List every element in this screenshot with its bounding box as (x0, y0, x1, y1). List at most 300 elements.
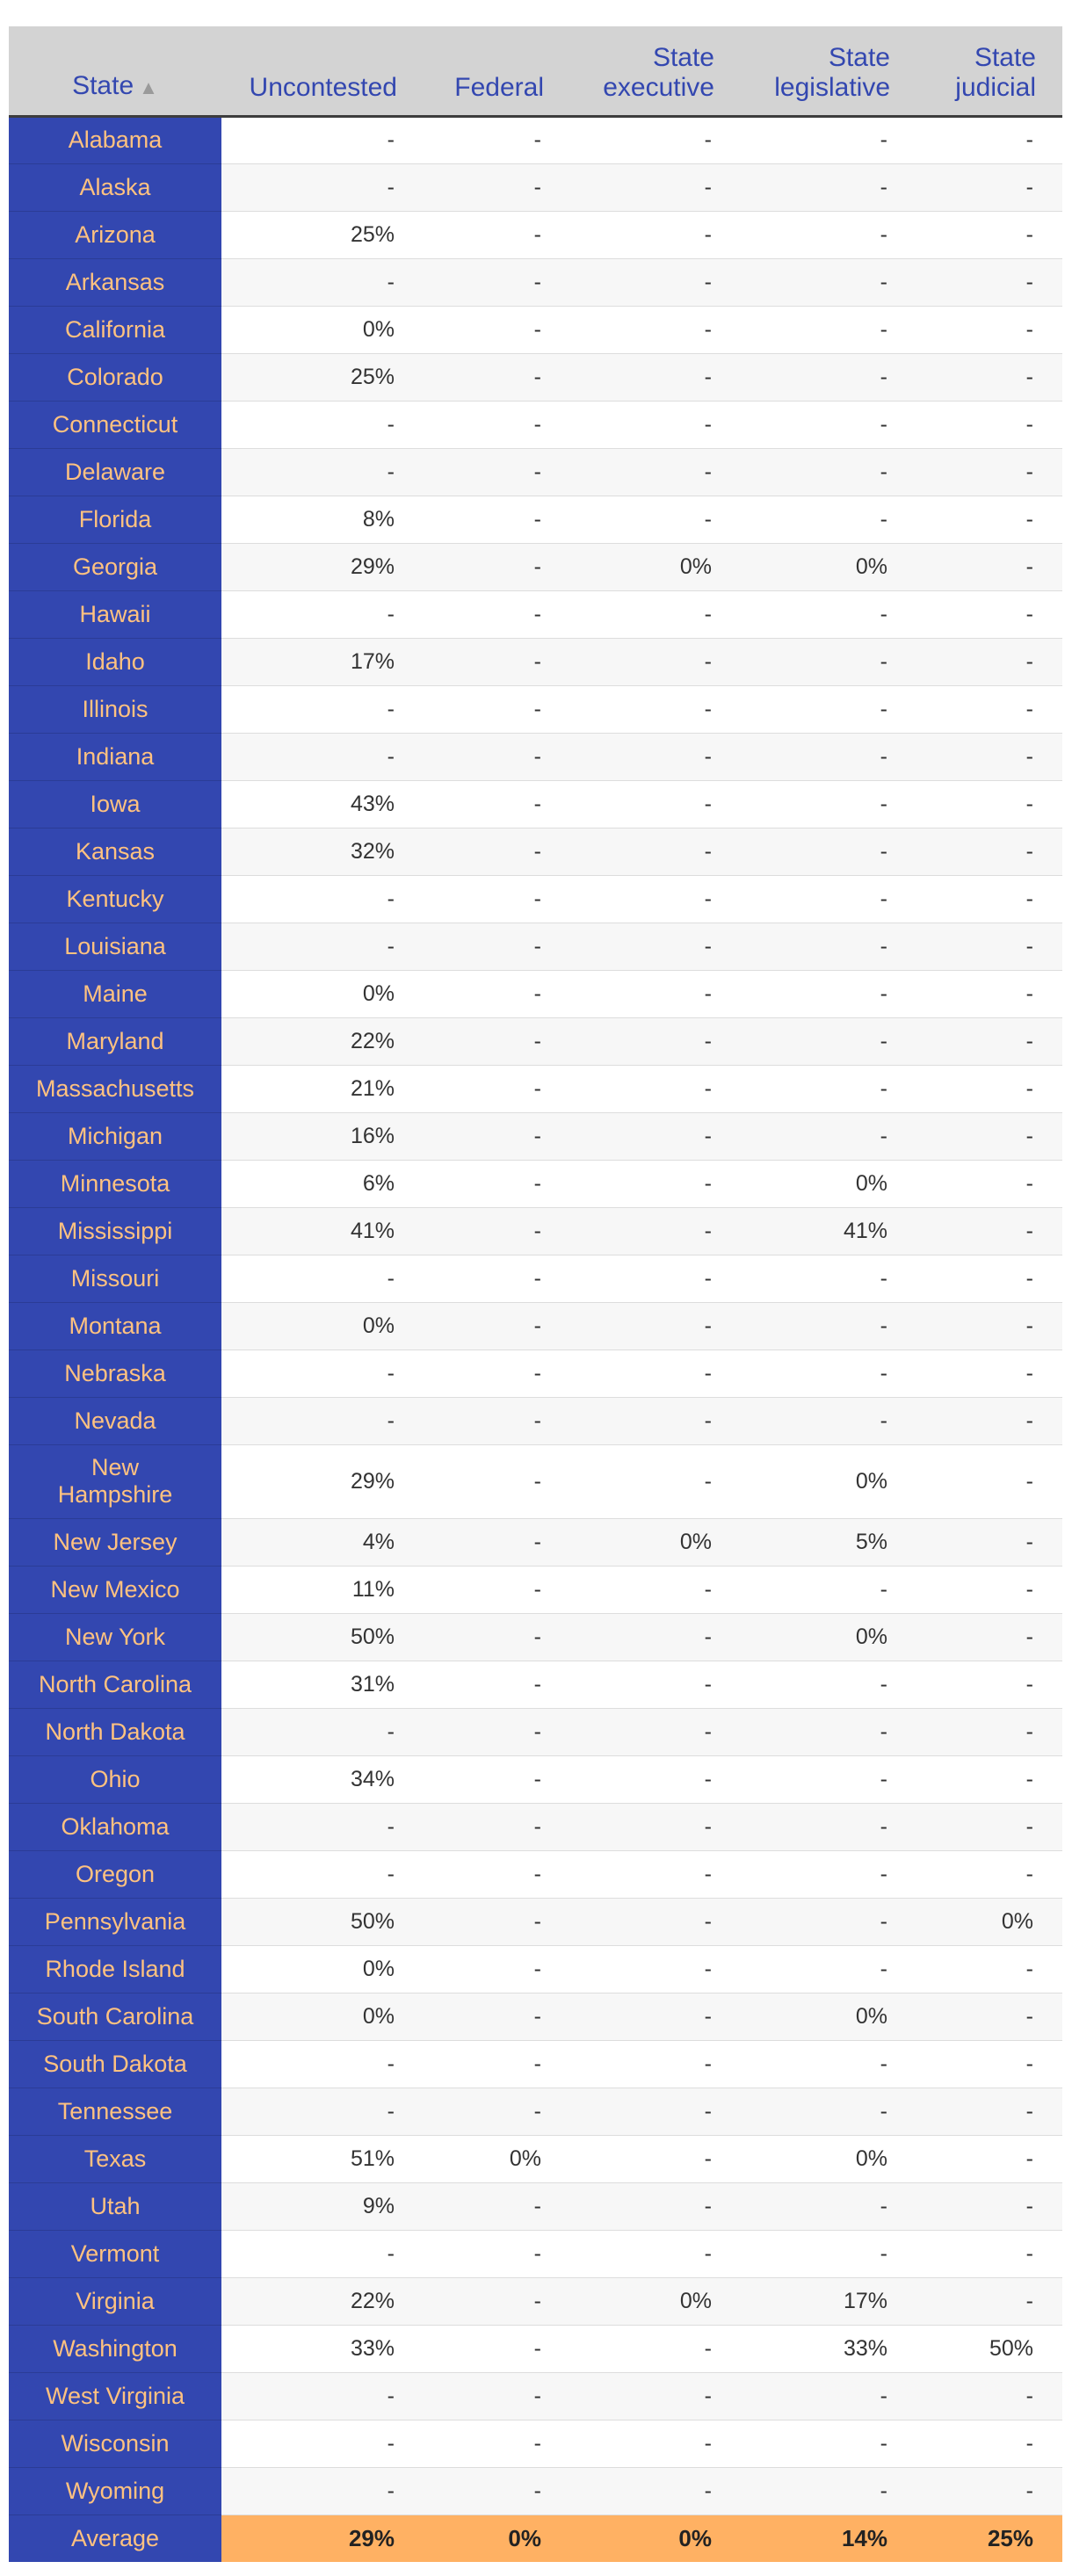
cell-state-legislative: - (741, 211, 916, 258)
cell-state-judicial: - (916, 543, 1062, 590)
cell-uncontested: 34% (221, 1755, 424, 1803)
cell-state-legislative: - (741, 448, 916, 496)
cell-state-judicial: - (916, 258, 1062, 306)
cell-state-judicial: - (916, 1302, 1062, 1350)
cell-uncontested: 31% (221, 1661, 424, 1708)
cell-state-legislative: - (741, 163, 916, 211)
table-row (9, 970, 1062, 1017)
cell-state-judicial: - (916, 2135, 1062, 2182)
cell-state-legislative: - (741, 258, 916, 306)
cell-uncontested: - (221, 2040, 424, 2088)
cell-federal: - (424, 258, 570, 306)
cell-state-executive: - (570, 1017, 741, 1065)
cell-federal: - (424, 2040, 570, 2088)
header-row (9, 26, 1062, 116)
state-name-cell: California (9, 306, 221, 353)
table-row (9, 353, 1062, 401)
cell-federal: - (424, 828, 570, 875)
column-header-label: State (72, 70, 134, 100)
cell-uncontested: - (221, 116, 424, 163)
cell-state-legislative: 0% (741, 2135, 916, 2182)
cell-state-legislative: - (741, 1017, 916, 1065)
cell-uncontested: 32% (221, 828, 424, 875)
column-header-uncontested[interactable] (221, 26, 424, 116)
cell-state-legislative: - (741, 496, 916, 543)
cell-uncontested: 0% (221, 1993, 424, 2040)
cell-state-legislative: - (741, 733, 916, 780)
table-row (9, 211, 1062, 258)
cell-federal: - (424, 685, 570, 733)
cell-state-legislative: 33% (741, 2325, 916, 2372)
table-row (9, 1661, 1062, 1708)
table-row (9, 1613, 1062, 1661)
cell-uncontested: 22% (221, 2277, 424, 2325)
table-row (9, 401, 1062, 448)
cell-state-judicial: - (916, 2372, 1062, 2420)
cell-state-executive: - (570, 306, 741, 353)
cell-federal: - (424, 875, 570, 923)
state-name-cell: Nevada (9, 1397, 221, 1444)
cell-federal: - (424, 496, 570, 543)
cell-state-judicial: - (916, 496, 1062, 543)
cell-federal: - (424, 306, 570, 353)
table-row (9, 1708, 1062, 1755)
state-name-cell: New York (9, 1613, 221, 1661)
cell-uncontested: - (221, 258, 424, 306)
state-name-cell: Massachusetts (9, 1065, 221, 1112)
cell-uncontested: 50% (221, 1613, 424, 1661)
average-federal: 0% (424, 2514, 570, 2562)
state-name-cell: Mississippi (9, 1207, 221, 1255)
cell-state-judicial: - (916, 1566, 1062, 1613)
cell-state-executive: - (570, 2325, 741, 2372)
cell-federal: - (424, 1065, 570, 1112)
cell-state-executive: - (570, 1708, 741, 1755)
cell-state-executive: - (570, 1160, 741, 1207)
cell-state-judicial: - (916, 211, 1062, 258)
column-header-state-judicial[interactable] (916, 26, 1062, 116)
state-name-cell: New Jersey (9, 1518, 221, 1566)
cell-state-executive: - (570, 1945, 741, 1993)
cell-state-executive: 0% (570, 1518, 741, 1566)
state-name-cell: Missouri (9, 1255, 221, 1302)
cell-federal: - (424, 2230, 570, 2277)
cell-state-judicial: - (916, 1613, 1062, 1661)
table-row (9, 496, 1062, 543)
cell-federal: - (424, 733, 570, 780)
cell-state-executive: - (570, 2088, 741, 2135)
cell-uncontested: - (221, 2230, 424, 2277)
cell-state-legislative: - (741, 1898, 916, 1945)
cell-federal: - (424, 970, 570, 1017)
cell-uncontested: - (221, 590, 424, 638)
state-name-cell: Connecticut (9, 401, 221, 448)
cell-state-legislative: - (741, 401, 916, 448)
cell-state-judicial: - (916, 1518, 1062, 1566)
cell-state-judicial: - (916, 306, 1062, 353)
column-header-label: Uncontested (249, 72, 397, 102)
cell-uncontested: 50% (221, 1898, 424, 1945)
cell-state-executive: 0% (570, 2277, 741, 2325)
cell-state-legislative: - (741, 638, 916, 685)
state-name-cell: South Carolina (9, 1993, 221, 2040)
cell-state-legislative: - (741, 780, 916, 828)
cell-federal: - (424, 2372, 570, 2420)
cell-uncontested: 0% (221, 306, 424, 353)
cell-federal: - (424, 1350, 570, 1397)
cell-uncontested: - (221, 448, 424, 496)
cell-state-legislative: - (741, 828, 916, 875)
cell-state-judicial: - (916, 1661, 1062, 1708)
cell-uncontested: 25% (221, 353, 424, 401)
cell-federal: - (424, 116, 570, 163)
column-header-label: State (974, 42, 1036, 72)
cell-uncontested: - (221, 401, 424, 448)
table-row (9, 2230, 1062, 2277)
state-name-cell: Idaho (9, 638, 221, 685)
cell-uncontested: 11% (221, 1566, 424, 1613)
cell-state-executive: - (570, 2040, 741, 2088)
cell-state-judicial: - (916, 2182, 1062, 2230)
table-row (9, 1160, 1062, 1207)
cell-state-executive: - (570, 2135, 741, 2182)
table-row (9, 1255, 1062, 1302)
table-row (9, 2088, 1062, 2135)
cell-state-legislative: 5% (741, 1518, 916, 1566)
average-state-executive: 0% (570, 2514, 741, 2562)
cell-state-judicial: 0% (916, 1898, 1062, 1945)
cell-state-legislative: - (741, 353, 916, 401)
cell-uncontested: 21% (221, 1065, 424, 1112)
cell-state-legislative: - (741, 1755, 916, 1803)
uncontested-elections-table-container (9, 26, 1062, 2562)
state-name-cell: Vermont (9, 2230, 221, 2277)
cell-uncontested: 16% (221, 1112, 424, 1160)
cell-federal: - (424, 1207, 570, 1255)
average-row (9, 2514, 1062, 2562)
cell-state-executive: - (570, 1850, 741, 1898)
table-row (9, 2182, 1062, 2230)
cell-state-executive: - (570, 970, 741, 1017)
cell-state-legislative: - (741, 685, 916, 733)
cell-state-judicial: - (916, 1993, 1062, 2040)
cell-state-legislative: - (741, 1112, 916, 1160)
cell-state-legislative: - (741, 1708, 916, 1755)
cell-state-executive: - (570, 116, 741, 163)
cell-federal: - (424, 2182, 570, 2230)
table-row (9, 2372, 1062, 2420)
cell-uncontested: 0% (221, 970, 424, 1017)
cell-state-judicial: - (916, 1803, 1062, 1850)
cell-state-judicial: - (916, 1755, 1062, 1803)
cell-state-executive: - (570, 2467, 741, 2514)
cell-state-executive: - (570, 923, 741, 970)
cell-state-legislative: - (741, 116, 916, 163)
cell-state-judicial: - (916, 2088, 1062, 2135)
cell-federal: - (424, 1302, 570, 1350)
state-name-cell: Iowa (9, 780, 221, 828)
cell-state-judicial: - (916, 875, 1062, 923)
cell-state-judicial: - (916, 1160, 1062, 1207)
column-header-federal[interactable] (424, 26, 570, 116)
cell-uncontested: - (221, 1255, 424, 1302)
table-body (9, 116, 1062, 2514)
state-name-cell: Kansas (9, 828, 221, 875)
cell-state-judicial: - (916, 1397, 1062, 1444)
cell-uncontested: 33% (221, 2325, 424, 2372)
cell-uncontested: - (221, 2372, 424, 2420)
cell-federal: - (424, 1850, 570, 1898)
cell-state-judicial: - (916, 1708, 1062, 1755)
cell-state-executive: - (570, 1207, 741, 1255)
sort-ascending-icon: ▲ (139, 76, 158, 98)
cell-state-judicial: - (916, 923, 1062, 970)
cell-state-judicial: - (916, 1350, 1062, 1397)
table-row (9, 780, 1062, 828)
table-row (9, 1444, 1062, 1518)
cell-uncontested: - (221, 2088, 424, 2135)
table-row (9, 923, 1062, 970)
cell-state-legislative: - (741, 2372, 916, 2420)
cell-state-executive: - (570, 353, 741, 401)
cell-state-legislative: 0% (741, 1160, 916, 1207)
cell-uncontested: - (221, 1350, 424, 1397)
cell-federal: - (424, 401, 570, 448)
table-row (9, 448, 1062, 496)
cell-state-judicial: - (916, 401, 1062, 448)
table-row (9, 1566, 1062, 1613)
cell-state-legislative: - (741, 2230, 916, 2277)
cell-uncontested: - (221, 685, 424, 733)
state-name-cell: North Carolina (9, 1661, 221, 1708)
cell-federal: - (424, 1444, 570, 1518)
cell-state-legislative: - (741, 970, 916, 1017)
cell-uncontested: 51% (221, 2135, 424, 2182)
cell-state-legislative: - (741, 1397, 916, 1444)
table-row (9, 828, 1062, 875)
cell-state-legislative: - (741, 1302, 916, 1350)
state-name-cell: Delaware (9, 448, 221, 496)
average-label: Average (9, 2514, 221, 2562)
cell-state-executive: - (570, 590, 741, 638)
cell-state-judicial: - (916, 2467, 1062, 2514)
state-name-cell: Texas (9, 2135, 221, 2182)
state-name-cell: Hawaii (9, 590, 221, 638)
state-name-cell: West Virginia (9, 2372, 221, 2420)
cell-state-judicial: - (916, 1255, 1062, 1302)
column-header-label: judicial (955, 72, 1036, 102)
cell-uncontested: 29% (221, 543, 424, 590)
column-header-label: legislative (774, 72, 890, 102)
table-row (9, 1803, 1062, 1850)
cell-federal: - (424, 353, 570, 401)
cell-state-executive: - (570, 163, 741, 211)
cell-state-executive: - (570, 1444, 741, 1518)
cell-federal: - (424, 1518, 570, 1566)
cell-uncontested: 25% (221, 211, 424, 258)
state-name-cell: South Dakota (9, 2040, 221, 2088)
cell-federal: - (424, 211, 570, 258)
uncontested-elections-table (9, 26, 1062, 2562)
cell-state-judicial: - (916, 638, 1062, 685)
cell-state-judicial: - (916, 2230, 1062, 2277)
table-row (9, 306, 1062, 353)
cell-uncontested: - (221, 1803, 424, 1850)
cell-uncontested: - (221, 2420, 424, 2467)
cell-state-executive: - (570, 1350, 741, 1397)
cell-state-executive: - (570, 1112, 741, 1160)
cell-state-legislative: - (741, 2420, 916, 2467)
cell-uncontested: 0% (221, 1302, 424, 1350)
cell-federal: - (424, 1661, 570, 1708)
cell-state-legislative: - (741, 923, 916, 970)
table-row (9, 1945, 1062, 1993)
cell-state-executive: - (570, 2182, 741, 2230)
cell-state-executive: - (570, 258, 741, 306)
table-footer (9, 2514, 1062, 2562)
state-name-cell: Michigan (9, 1112, 221, 1160)
cell-state-judicial: - (916, 1065, 1062, 1112)
cell-uncontested: 6% (221, 1160, 424, 1207)
table-row (9, 1755, 1062, 1803)
cell-federal: - (424, 1898, 570, 1945)
cell-uncontested: - (221, 1397, 424, 1444)
cell-state-legislative: 0% (741, 1613, 916, 1661)
average-uncontested: 29% (221, 2514, 424, 2562)
cell-state-executive: - (570, 401, 741, 448)
state-name-cell: Washington (9, 2325, 221, 2372)
column-header-label: State (828, 42, 890, 72)
cell-federal: - (424, 1112, 570, 1160)
cell-state-legislative: - (741, 1945, 916, 1993)
table-row (9, 1518, 1062, 1566)
cell-state-judicial: - (916, 970, 1062, 1017)
state-name-cell: Maryland (9, 1017, 221, 1065)
cell-federal: - (424, 1255, 570, 1302)
state-name-cell: Alaska (9, 163, 221, 211)
table-row (9, 1350, 1062, 1397)
cell-federal: 0% (424, 2135, 570, 2182)
state-name-cell: Indiana (9, 733, 221, 780)
cell-uncontested: - (221, 163, 424, 211)
table-row (9, 258, 1062, 306)
cell-state-judicial: - (916, 590, 1062, 638)
cell-state-judicial: - (916, 2420, 1062, 2467)
cell-state-executive: - (570, 211, 741, 258)
cell-federal: - (424, 543, 570, 590)
state-name-cell: Pennsylvania (9, 1898, 221, 1945)
table-row (9, 163, 1062, 211)
cell-federal: - (424, 448, 570, 496)
state-name-cell: New Mexico (9, 1566, 221, 1613)
column-header-state-executive[interactable] (570, 26, 741, 116)
state-name-cell: Montana (9, 1302, 221, 1350)
table-row (9, 1850, 1062, 1898)
state-name-cell: Wisconsin (9, 2420, 221, 2467)
state-name-cell: Virginia (9, 2277, 221, 2325)
cell-uncontested: 0% (221, 1945, 424, 1993)
cell-federal: - (424, 638, 570, 685)
cell-state-legislative: - (741, 306, 916, 353)
cell-state-legislative: - (741, 1850, 916, 1898)
cell-state-legislative: - (741, 590, 916, 638)
cell-state-legislative: - (741, 1350, 916, 1397)
cell-state-legislative: - (741, 1255, 916, 1302)
state-name-cell: Colorado (9, 353, 221, 401)
column-header-label: executive (603, 72, 714, 102)
table-row (9, 1207, 1062, 1255)
cell-federal: - (424, 780, 570, 828)
cell-state-executive: - (570, 448, 741, 496)
state-name-cell: Arizona (9, 211, 221, 258)
table-row (9, 2467, 1062, 2514)
table-row (9, 1898, 1062, 1945)
table-row (9, 733, 1062, 780)
cell-state-executive: - (570, 496, 741, 543)
cell-state-legislative: 0% (741, 543, 916, 590)
cell-state-judicial: 50% (916, 2325, 1062, 2372)
table-row (9, 2420, 1062, 2467)
state-name-cell: Wyoming (9, 2467, 221, 2514)
cell-state-executive: - (570, 2420, 741, 2467)
cell-federal: - (424, 1566, 570, 1613)
cell-state-legislative: 17% (741, 2277, 916, 2325)
cell-federal: - (424, 1613, 570, 1661)
cell-federal: - (424, 2325, 570, 2372)
cell-state-legislative: 41% (741, 1207, 916, 1255)
table-row (9, 1065, 1062, 1112)
state-name-cell: Minnesota (9, 1160, 221, 1207)
table-row (9, 543, 1062, 590)
table-row (9, 2135, 1062, 2182)
cell-federal: - (424, 1397, 570, 1444)
cell-uncontested: 43% (221, 780, 424, 828)
cell-state-legislative: - (741, 875, 916, 923)
cell-state-judicial: - (916, 1444, 1062, 1518)
cell-state-judicial: - (916, 353, 1062, 401)
table-row (9, 685, 1062, 733)
cell-state-judicial: - (916, 116, 1062, 163)
cell-state-legislative: - (741, 2467, 916, 2514)
cell-state-executive: - (570, 733, 741, 780)
cell-state-judicial: - (916, 448, 1062, 496)
cell-state-legislative: - (741, 2040, 916, 2088)
state-name-cell: Tennessee (9, 2088, 221, 2135)
cell-state-judicial: - (916, 1017, 1062, 1065)
cell-federal: - (424, 1945, 570, 1993)
cell-uncontested: 9% (221, 2182, 424, 2230)
cell-state-executive: - (570, 1302, 741, 1350)
cell-state-executive: - (570, 1898, 741, 1945)
table-row (9, 2277, 1062, 2325)
cell-state-legislative: - (741, 1661, 916, 1708)
cell-uncontested: 8% (221, 496, 424, 543)
state-name-cell: Florida (9, 496, 221, 543)
column-header-state[interactable] (9, 26, 221, 116)
cell-state-executive: - (570, 780, 741, 828)
state-name-cell: Utah (9, 2182, 221, 2230)
state-name-cell: North Dakota (9, 1708, 221, 1755)
column-header-label: State (652, 42, 714, 72)
cell-federal: - (424, 1160, 570, 1207)
cell-state-executive: - (570, 1993, 741, 2040)
cell-state-executive: 0% (570, 543, 741, 590)
cell-state-legislative: - (741, 2182, 916, 2230)
column-header-state-legislative[interactable] (741, 26, 916, 116)
cell-state-legislative: 0% (741, 1444, 916, 1518)
cell-state-judicial: - (916, 828, 1062, 875)
cell-federal: - (424, 2277, 570, 2325)
